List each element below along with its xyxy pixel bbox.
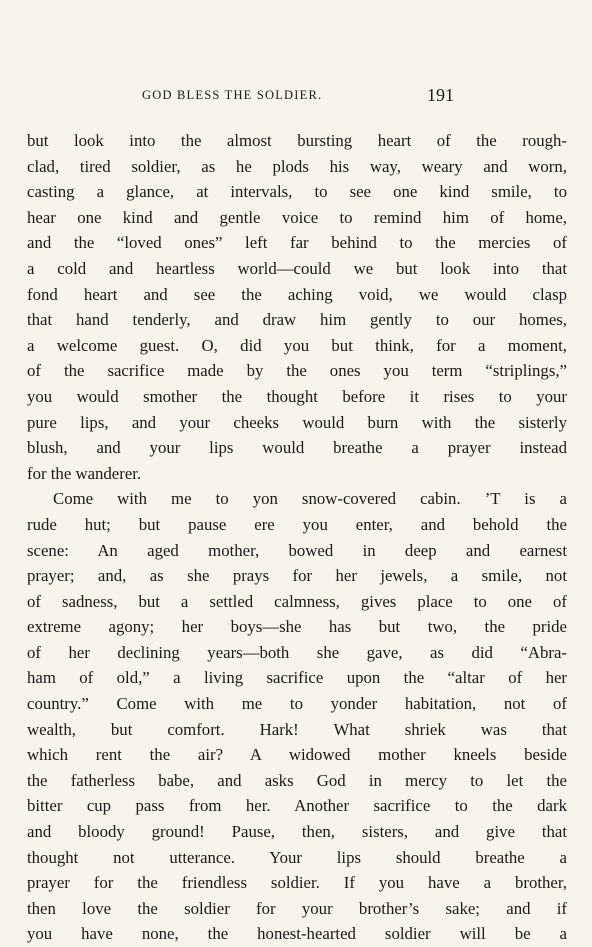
paragraph-end-line: for the wanderer. bbox=[27, 463, 142, 483]
text-line: rude hut; but pause ere you enter, and behold the bbox=[27, 514, 567, 534]
text-line: and bloody ground! Pause, then, sisters, and give that bbox=[27, 822, 567, 842]
text-line: which rent the air? A widowed mother kneels beside bbox=[27, 745, 567, 765]
text-line: scene: An aged mother, bowed in deep and earnest bbox=[27, 540, 567, 560]
text-line: blush, and your lips would breathe a prayer instead bbox=[27, 438, 567, 458]
page-number: 191 bbox=[427, 85, 454, 105]
running-head bbox=[0, 85, 592, 118]
text-line: prayer; and, as she prays for her jewels, a smile, not bbox=[27, 566, 567, 586]
text-line: extreme agony; her boys—she has but two, the pride bbox=[27, 617, 567, 637]
text-line: of the sacrifice made by the ones you term “striplings,” bbox=[27, 361, 567, 381]
text-line: of sadness, but a settled calmness, gives place to one of bbox=[27, 591, 567, 611]
text-line: then love the soldier for your brother’s sake; and if bbox=[27, 898, 567, 918]
text-line: a welcome guest. O, did you but think, for a moment, bbox=[27, 335, 567, 355]
text-line: but look into the almost bursting heart of the rough- bbox=[27, 131, 567, 150]
text-line: bitter cup pass from her. Another sacrifice to the dark bbox=[27, 796, 567, 816]
text-line: of her declining years—both she gave, as did “Abra- bbox=[27, 642, 567, 662]
text-line: that hand tenderly, and draw him gently to our homes, bbox=[27, 310, 567, 330]
text-line: you would smother the thought before it rises to your bbox=[27, 386, 567, 406]
text-line: a cold and heartless world—could we but look into that bbox=[27, 258, 567, 278]
text-line: ham of old,” a living sacrifice upon the “altar of her bbox=[27, 668, 567, 688]
text-line: fond heart and see the aching void, we would clasp bbox=[27, 284, 567, 304]
text-line: casting a glance, at intervals, to see one kind smile, to bbox=[27, 182, 567, 202]
text-line: and the “loved ones” left far behind to the mercies of bbox=[27, 233, 567, 253]
body-text bbox=[27, 128, 567, 947]
paragraph-start-line: Come with me to yon snow-covered cabin. ’T is a bbox=[53, 489, 567, 509]
text-line: clad, tired soldier, as he plods his way, weary and worn, bbox=[27, 156, 567, 176]
text-line: thought not utterance. Your lips should breathe a bbox=[27, 847, 567, 867]
text-line: country.” Come with me to yonder habitation, not of bbox=[27, 694, 567, 714]
text-line: the fatherless babe, and asks God in mercy to let the bbox=[27, 770, 567, 790]
text-line: wealth, but comfort. Hark! What shriek was that bbox=[27, 719, 567, 739]
text-line: pure lips, and your cheeks would burn with the sisterly bbox=[27, 412, 567, 432]
text-line: prayer for the friendless soldier. If you have a brother, bbox=[27, 873, 567, 893]
text-line: you have none, the honest-hearted soldier will be a bbox=[27, 924, 567, 944]
running-title: GOD BLESS THE SOLDIER. bbox=[142, 88, 323, 102]
text-line: hear one kind and gentle voice to remind him of home, bbox=[27, 207, 567, 227]
